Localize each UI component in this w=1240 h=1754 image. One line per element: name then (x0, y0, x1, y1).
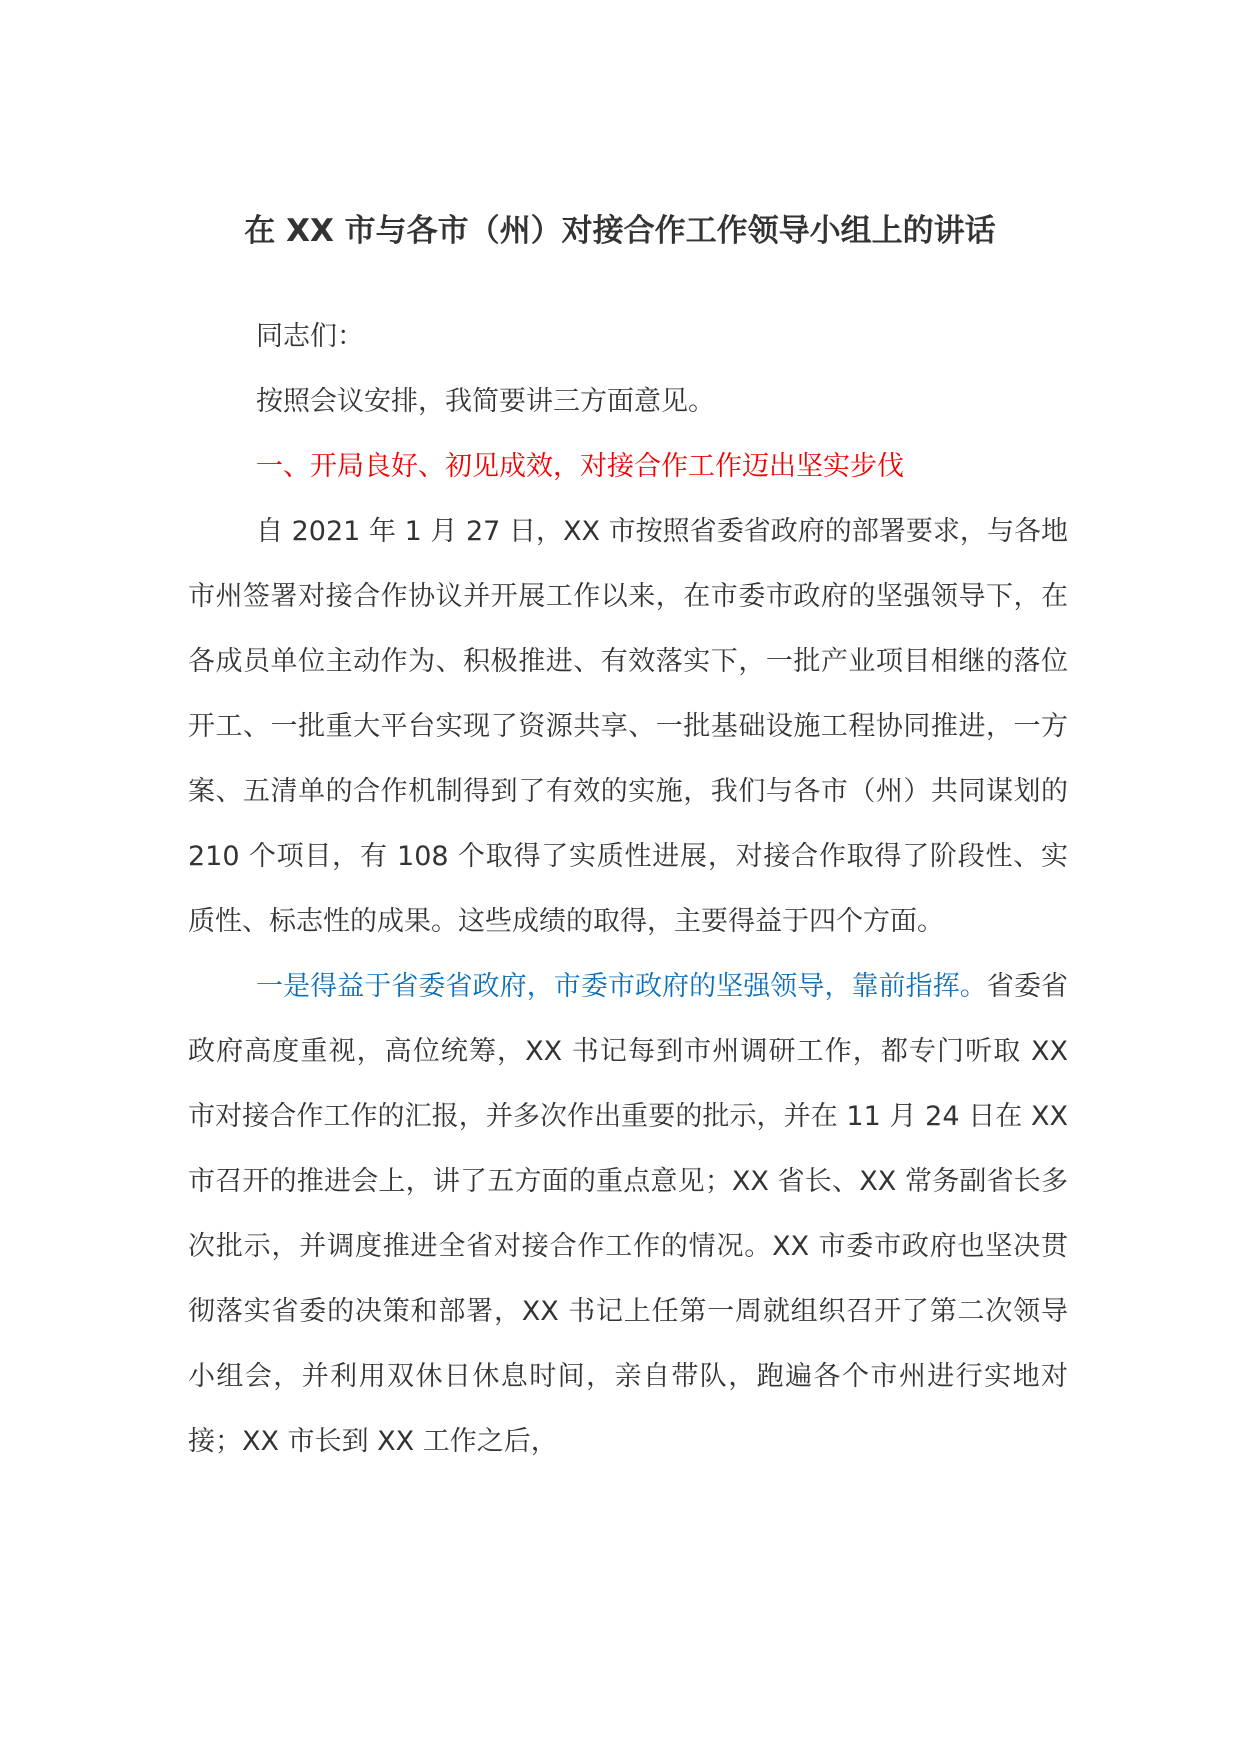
document-body (188, 304, 1068, 1474)
point-1-body: 省委省政府高度重视，高位统筹，XX 书记每到市州调研工作，都专门听取 XX 市对接合作工作的汇报，并多次作出重要的批示，并在 11 月 24 日在 XX 市召开的推进会上，讲了五方面的重点意见；XX 省长、XX 常务副省长多次批示，并调度推进全省对接合作工作的情况。XX 市委市政府也坚决贯彻落实省委的决策和部署，XX 书记上任第一周就组织召开了第二次领导小组会，并利用双休日休息时间，亲自带队，跑遍各个市州进行实地对接；XX 市长到 XX 工作之后， (188, 971, 1069, 1457)
point-1-lead: 一是得益于省委省政府，市委市政府的坚强领导，靠前指挥。 (256, 971, 987, 1002)
document-title: 在 XX 市与各市（州）对接合作工作领导小组上的讲话 (244, 213, 996, 249)
section-1-heading: 一、开局良好、初见成效，对接合作工作迈出坚实步伐 (256, 451, 904, 482)
paragraph-1: 自 2021 年 1 月 27 日，XX 市按照省委省政府的部署要求，与各地市州签署对接合作协议并开展工作以来，在市委市政府的坚强领导下，在各成员单位主动作为、积极推进、有效落实下，一批产业项目相继的落位开工、一批重大平台实现了资源共享、一批基础设施工程协同推进，一方案、五清单的合作机制得到了有效的实施，我们与各市（州）共同谋划的 210 个项目，有 108 个取得了实质性进展，对接合作取得了阶段性、实质性、标志性的成果。这些成绩的取得，主要得益于四个方面。 (188, 516, 1068, 937)
salutation: 同志们： (256, 321, 364, 352)
intro-paragraph: 按照会议安排，我简要讲三方面意见。 (256, 386, 715, 417)
point-1-paragraph (188, 954, 1068, 1474)
